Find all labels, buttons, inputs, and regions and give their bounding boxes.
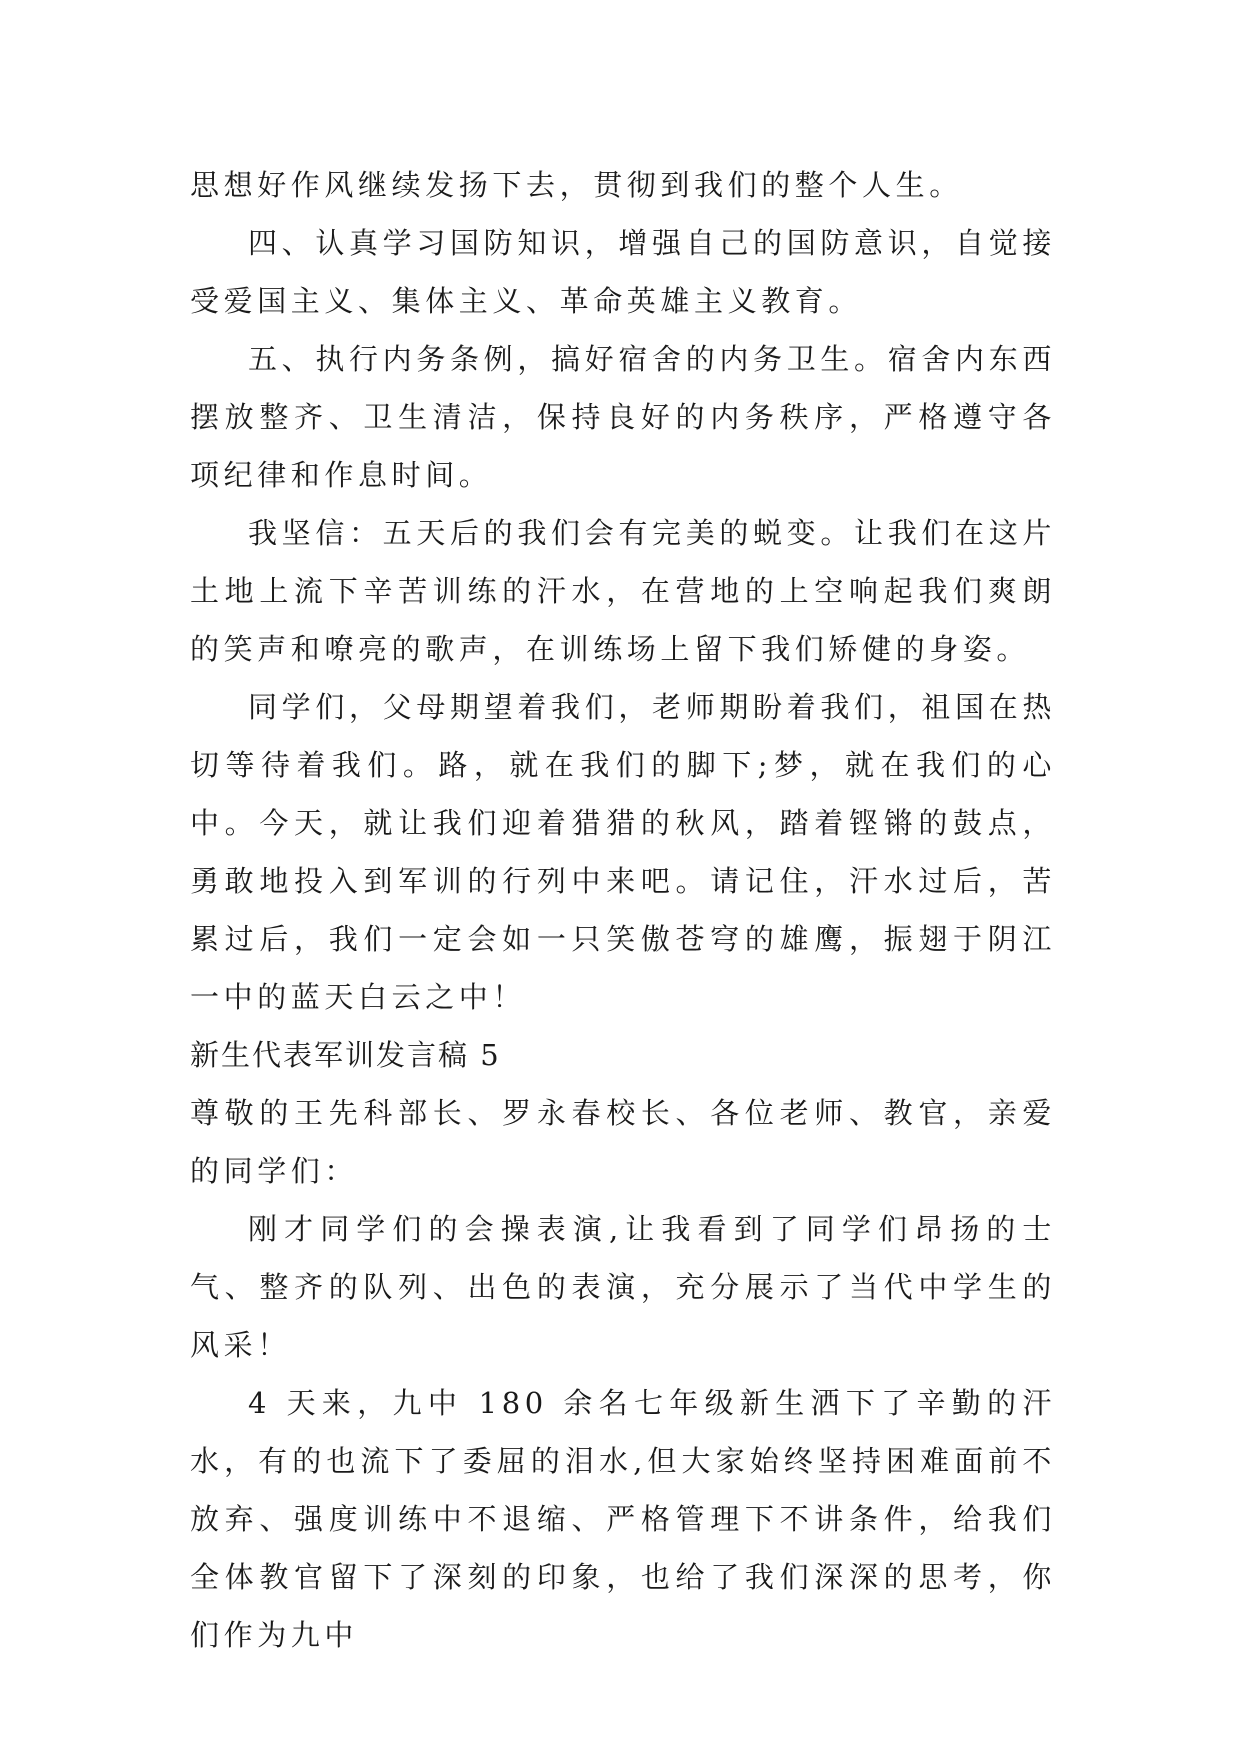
paragraph-1: 思想好作风继续发扬下去，贯彻到我们的整个人生。 [190,168,963,202]
section-title: 新生代表军训发言稿 5 [190,1038,501,1072]
salutation: 尊敬的王先科部长、罗永春校长、各位老师、教官，亲爱的同学们： [190,1096,1056,1188]
paragraph-3: 五、执行内务条例，搞好宿舍的内务卫生。宿舍内东西摆放整齐、卫生清洁，保持良好的内务秩序，严格遵守各项纪律和作息时间。 [190,342,1056,492]
paragraph-7: 4 天来，九中 180 余名七年级新生洒下了辛勤的汗水，有的也流下了委屈的泪水,但大家始终坚持困难面前不放弃、强度训练中不退缩、严格管理下不讲条件，给我们全体教官留下了深刻的印象，也给了我们深深的思考，你们作为九中 [190,1386,1056,1652]
paragraph-4: 我坚信：五天后的我们会有完美的蜕变。让我们在这片土地上流下辛苦训练的汗水，在营地的上空响起我们爽朗的笑声和嘹亮的歌声，在训练场上留下我们矫健的身姿。 [190,516,1056,666]
paragraph-6: 刚才同学们的会操表演,让我看到了同学们昂扬的士气、整齐的队列、出色的表演，充分展示了当代中学生的风采！ [190,1212,1056,1362]
paragraph-2: 四、认真学习国防知识，增强自己的国防意识，自觉接受爱国主义、集体主义、革命英雄主义教育。 [190,226,1056,318]
document-body [190,156,1056,1664]
paragraph-5: 同学们，父母期望着我们，老师期盼着我们，祖国在热切等待着我们。路，就在我们的脚下;梦，就在我们的心中。今天，就让我们迎着猎猎的秋风，踏着铿锵的鼓点，勇敢地投入到军训的行列中来吧。请记住，汗水过后，苦累过后，我们一定会如一只笑傲苍穹的雄鹰，振翅于阴江一中的蓝天白云之中！ [190,690,1056,1014]
